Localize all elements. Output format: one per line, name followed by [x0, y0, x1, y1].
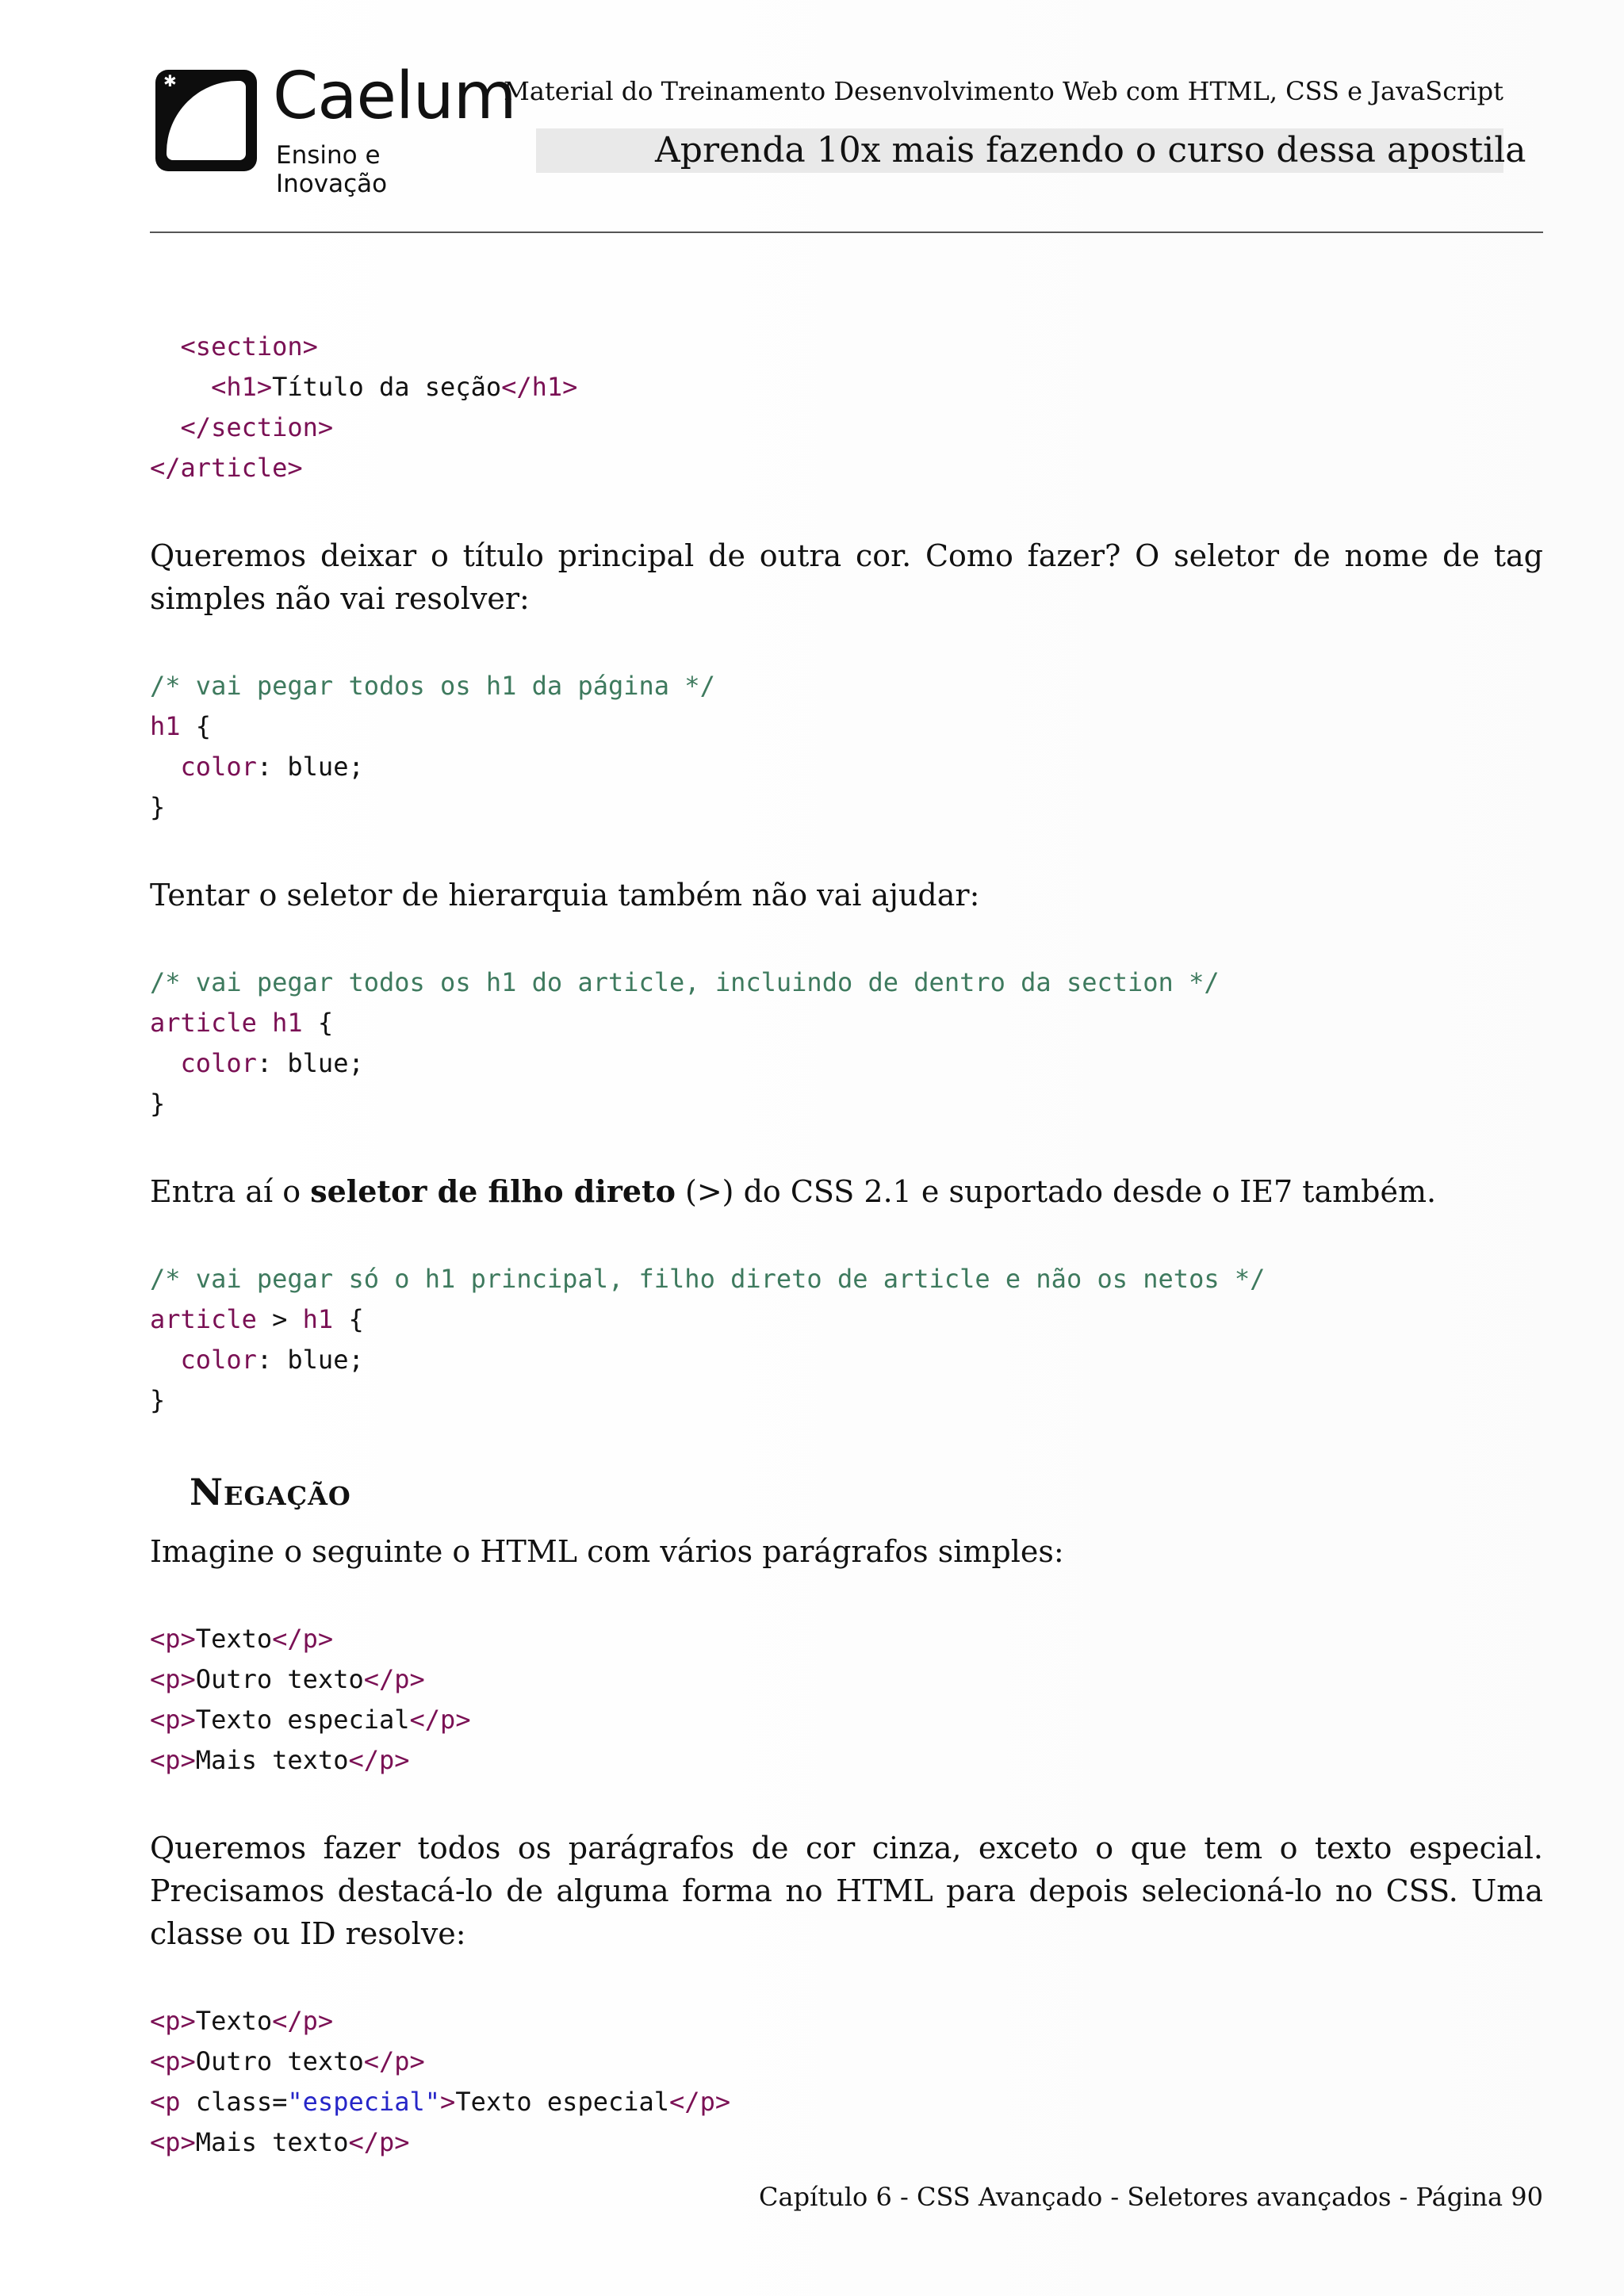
header-banner-text: Aprenda 10x mais fazendo o curso dessa apostila: [655, 130, 1526, 170]
code-block-h1-selector: /* vai pegar todos os h1 da página */ h1 { color: blue; }: [150, 671, 715, 822]
logo-name: Caelum: [273, 59, 516, 134]
code-block-special-class: <p>Texto</p> <p>Outro texto</p> <p class="especial">Texto especial</p> <p>Mais texto</p>: [150, 2006, 731, 2157]
caelum-logo: [155, 59, 516, 198]
code-block-hierarchy-selector: /* vai pegar todos os h1 do article, incluindo de dentro da section */ article h1 { color: blue; }: [150, 967, 1220, 1119]
code-block-paragraphs: <p>Texto</p> <p>Outro texto</p> <p>Texto especial</p> <p>Mais texto</p>: [150, 1624, 471, 1775]
header-subtitle: Material do Treinamento Desenvolvimento Web com HTML, CSS e JavaScript: [504, 76, 1503, 106]
logo-tagline: Ensino e Inovação: [276, 141, 388, 198]
bold-term: seletor de filho direto: [310, 1173, 676, 1209]
paragraph-child-selector: Entra aí o seletor de filho direto (>) do CSS 2.1 e suportado desde o IE7 também.: [150, 1173, 1437, 1209]
code-block-section: <section> <h1>Título da seção</h1> </section> </article>: [150, 331, 578, 483]
page-footer: Capítulo 6 - CSS Avançado - Seletores avançados - Página 90: [759, 2182, 1543, 2212]
logo-mark-icon: ✱: [155, 70, 257, 171]
code-block-child-selector: /* vai pegar só o h1 principal, filho direto de article e não os netos */ article > h1 { color: blue; }: [150, 1264, 1266, 1415]
paragraph-special-class: Queremos fazer todos os parágrafos de cor cinza, exceto o que tem o texto especial. Precisamos destacá-lo de alguma forma no HTML para depois selecioná-lo no CSS. Uma classe ou ID resolve:: [150, 1831, 1543, 1951]
header-banner: [536, 128, 1526, 173]
header-divider: [150, 232, 1543, 233]
paragraph-negation-intro: Imagine o seguinte o HTML com vários parágrafos simples:: [150, 1534, 1064, 1569]
paragraph-hierarchy: Tentar o seletor de hierarquia também não vai ajudar:: [150, 878, 980, 913]
paragraph-intro: Queremos deixar o título principal de outra cor. Como fazer? O seletor de nome de tag simples não vai resolver:: [150, 538, 1543, 616]
page-content: [150, 327, 1543, 2163]
section-title-negacao: Negação: [190, 1471, 351, 1513]
